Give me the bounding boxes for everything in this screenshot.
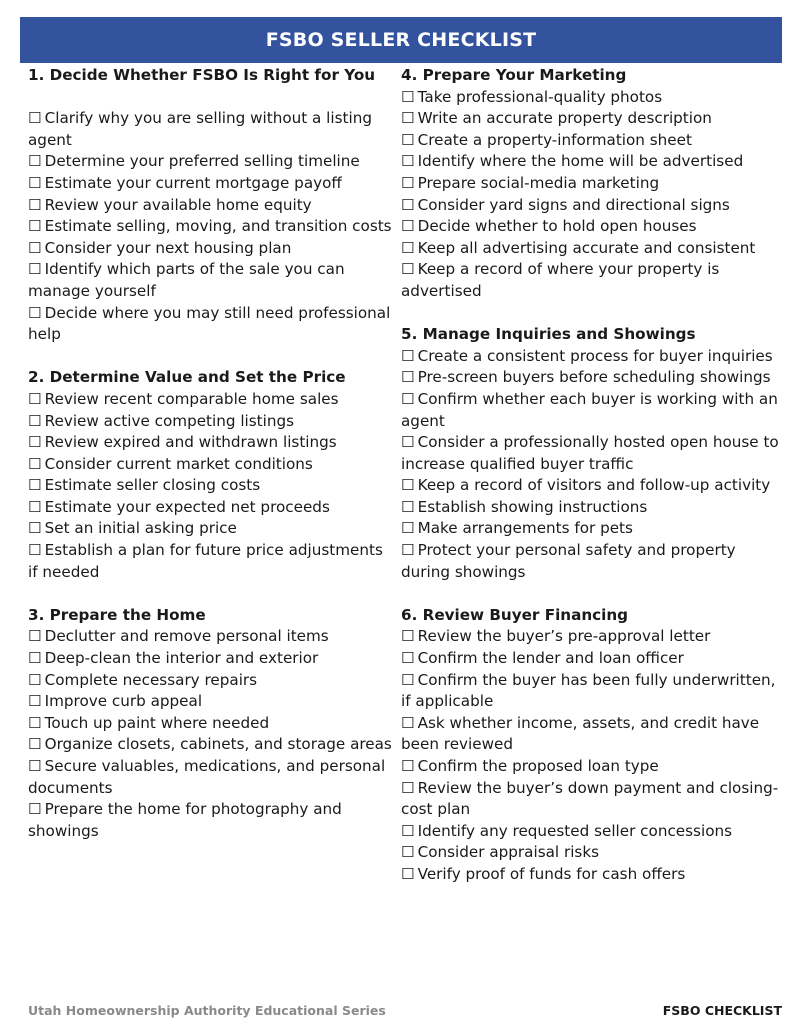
- checkbox-icon[interactable]: ☐: [28, 260, 42, 279]
- checkbox-icon[interactable]: ☐: [401, 195, 415, 214]
- checklist-item-label: Consider current market conditions: [44, 454, 313, 473]
- checkbox-icon[interactable]: ☐: [401, 260, 415, 279]
- checklist-item-label: Write an accurate property description: [417, 109, 712, 128]
- checklist-item-label: Secure valuables, medications, and personal documents: [28, 757, 386, 797]
- checklist-section: [28, 65, 394, 346]
- checklist-item-label: Declutter and remove personal items: [44, 627, 329, 646]
- checklist-item-label: Identify which parts of the sale you can manage yourself: [28, 260, 345, 300]
- checklist-item[interactable]: [28, 173, 394, 195]
- checkbox-icon[interactable]: ☐: [401, 541, 415, 560]
- checkbox-icon[interactable]: ☐: [28, 195, 42, 214]
- checklist-item-label: Confirm the buyer has been fully underwritten, if applicable: [401, 670, 776, 711]
- checklist-item[interactable]: [28, 389, 394, 411]
- checklist-item[interactable]: [401, 497, 781, 519]
- checklist-item-label: Consider a professionally hosted open house to increase qualified buyer traffic: [401, 433, 779, 473]
- checklist-item-label: Review recent comparable home sales: [44, 389, 339, 408]
- checklist-item[interactable]: [401, 821, 781, 843]
- checklist-item-label: Pre-screen buyers before scheduling showings: [417, 368, 771, 387]
- checklist-item-label: Create a consistent process for buyer inquiries: [417, 346, 773, 365]
- checklist-item-label: Prepare social-media marketing: [417, 173, 660, 192]
- checklist-item[interactable]: [401, 713, 781, 756]
- checklist-item-label: Deep-clean the interior and exterior: [44, 649, 319, 668]
- checklist-item-label: Review your available home equity: [44, 195, 312, 214]
- checkbox-icon[interactable]: ☐: [28, 389, 42, 408]
- checklist-item[interactable]: [401, 173, 781, 195]
- checklist-item[interactable]: [28, 216, 394, 238]
- checklist-item-label: Set an initial asking price: [44, 519, 237, 538]
- checklist-item[interactable]: [28, 734, 394, 756]
- checklist-item-label: Keep a record of where your property is advertised: [401, 260, 720, 300]
- checkbox-icon[interactable]: ☐: [401, 497, 415, 516]
- checklist-item[interactable]: [28, 713, 394, 735]
- checklist-item[interactable]: [28, 626, 394, 648]
- checkbox-icon[interactable]: ☐: [28, 303, 42, 322]
- checklist-section: [28, 605, 394, 843]
- checklist-item[interactable]: [28, 259, 394, 302]
- checkbox-icon[interactable]: ☐: [401, 864, 415, 883]
- checklist-item-label: Prepare the home for photography and showings: [28, 800, 342, 840]
- section-title: 2. Determine Value and Set the Price: [28, 368, 346, 387]
- checklist-item-label: Protect your personal safety and property during showings: [401, 541, 736, 581]
- checklist-item-label: Review active competing listings: [44, 411, 295, 430]
- checkbox-icon[interactable]: ☐: [401, 843, 415, 862]
- checklist-item[interactable]: [401, 475, 781, 497]
- checklist-item[interactable]: [401, 216, 781, 238]
- checklist-item-label: Keep a record of visitors and follow-up activity: [417, 476, 771, 495]
- checkbox-icon[interactable]: ☐: [401, 238, 415, 257]
- checklist-item[interactable]: [401, 778, 781, 821]
- section-title: 3. Prepare the Home: [28, 605, 206, 624]
- checklist-item[interactable]: [28, 303, 394, 346]
- footer-checklist-label: FSBO CHECKLIST: [662, 1003, 782, 1018]
- checkbox-icon[interactable]: ☐: [401, 476, 415, 495]
- checkbox-icon[interactable]: ☐: [28, 800, 42, 819]
- checklist-item-label: Review the buyer’s pre-approval letter: [417, 627, 711, 646]
- checkbox-icon[interactable]: ☐: [401, 87, 415, 106]
- checkbox-icon[interactable]: ☐: [28, 109, 42, 128]
- checklist-item-label: Determine your preferred selling timeline: [44, 152, 360, 171]
- checkbox-icon[interactable]: ☐: [401, 649, 415, 668]
- checkbox-icon[interactable]: ☐: [401, 627, 415, 646]
- checkbox-icon[interactable]: ☐: [401, 346, 415, 365]
- checkbox-icon[interactable]: ☐: [28, 238, 42, 257]
- left-column: [28, 65, 394, 864]
- checklist-item-label: Establish showing instructions: [417, 497, 648, 516]
- checklist-item[interactable]: [28, 411, 394, 433]
- checklist-item-label: Estimate your current mortgage payoff: [44, 173, 342, 192]
- checklist-item-label: Keep all advertising accurate and consistent: [417, 238, 756, 257]
- checklist-item[interactable]: [28, 756, 394, 799]
- checklist-item[interactable]: [401, 670, 781, 713]
- checkbox-icon[interactable]: ☐: [401, 713, 415, 732]
- checklist-item[interactable]: [28, 648, 394, 670]
- checklist-item[interactable]: [401, 648, 781, 670]
- section-title: 4. Prepare Your Marketing: [401, 66, 627, 84]
- checklist-item[interactable]: [28, 691, 394, 713]
- checklist-item-label: Establish a plan for future price adjustments if needed: [28, 541, 383, 581]
- checklist-item[interactable]: [28, 670, 394, 692]
- checklist-item-label: Improve curb appeal: [44, 692, 203, 711]
- checklist-item[interactable]: [401, 195, 781, 217]
- checklist-item[interactable]: [401, 432, 781, 475]
- checklist-item[interactable]: [28, 195, 394, 217]
- checkbox-icon[interactable]: ☐: [401, 670, 415, 689]
- checklist-item-label: Make arrangements for pets: [417, 519, 633, 538]
- checklist-item-label: Consider your next housing plan: [44, 238, 292, 257]
- checkbox-icon[interactable]: ☐: [401, 173, 415, 192]
- checklist-item-label: Confirm the lender and loan officer: [417, 649, 684, 668]
- checklist-section: [28, 367, 394, 583]
- checklist-item-label: Identify where the home will be advertised: [417, 152, 744, 171]
- checklist-item[interactable]: [401, 238, 781, 260]
- checkbox-icon[interactable]: ☐: [401, 109, 415, 128]
- checklist-item[interactable]: [28, 108, 394, 151]
- checkbox-icon[interactable]: ☐: [28, 757, 42, 775]
- checklist-item[interactable]: [28, 518, 394, 540]
- checklist-item[interactable]: [401, 626, 781, 648]
- checkbox-icon[interactable]: ☐: [28, 433, 42, 452]
- footer-series-label: Utah Homeownership Authority Educational Series: [28, 1003, 386, 1018]
- page-title: FSBO SELLER CHECKLIST: [265, 29, 537, 51]
- checklist-item[interactable]: [401, 842, 781, 864]
- checkbox-icon[interactable]: ☐: [28, 713, 42, 732]
- checklist-section: [401, 324, 781, 583]
- checklist-item[interactable]: [401, 259, 781, 302]
- checkbox-icon[interactable]: ☐: [401, 519, 415, 538]
- checklist-item[interactable]: [28, 497, 394, 519]
- checklist-item-label: Create a property-information sheet: [417, 130, 692, 149]
- checklist-item[interactable]: [401, 108, 781, 130]
- checklist-item-label: Organize closets, cabinets, and storage areas: [44, 735, 392, 754]
- checkbox-icon[interactable]: ☐: [28, 173, 42, 192]
- checklist-item[interactable]: [401, 756, 781, 778]
- checklist-item-label: Consider appraisal risks: [417, 843, 600, 862]
- checkbox-icon[interactable]: ☐: [28, 152, 42, 171]
- checklist-item[interactable]: [401, 87, 781, 109]
- checkbox-icon[interactable]: ☐: [401, 368, 415, 387]
- checkbox-icon[interactable]: ☐: [28, 519, 42, 538]
- section-title: 5. Manage Inquiries and Showings: [401, 325, 696, 344]
- checklist-item-label: Complete necessary repairs: [44, 670, 258, 689]
- checklist-item[interactable]: [28, 238, 394, 260]
- checklist-item[interactable]: [28, 540, 394, 583]
- checkbox-icon[interactable]: ☐: [28, 649, 42, 668]
- checklist-item-label: Consider yard signs and directional signs: [417, 195, 730, 214]
- checklist-item-label: Estimate seller closing costs: [44, 476, 261, 495]
- checklist-item[interactable]: [401, 518, 781, 540]
- checkbox-icon[interactable]: ☐: [28, 454, 42, 473]
- checkbox-icon[interactable]: ☐: [401, 778, 415, 797]
- checklist-item[interactable]: [28, 475, 394, 497]
- checklist-item-label: Estimate selling, moving, and transition costs: [44, 217, 392, 236]
- checkbox-icon[interactable]: ☐: [401, 389, 415, 408]
- checklist-item-label: Confirm whether each buyer is working with an agent: [401, 389, 778, 430]
- checklist-item[interactable]: [401, 367, 781, 389]
- checklist-item-label: Clarify why you are selling without a listing agent: [28, 109, 372, 149]
- checklist-item-label: Take professional-quality photos: [417, 87, 663, 106]
- checkbox-icon[interactable]: ☐: [401, 217, 415, 236]
- checkbox-icon[interactable]: ☐: [401, 433, 415, 452]
- checklist-item[interactable]: [28, 432, 394, 454]
- checkbox-icon[interactable]: ☐: [28, 670, 42, 689]
- checklist-section: [401, 605, 781, 886]
- checklist-item[interactable]: [28, 151, 394, 173]
- section-title: 1. Decide Whether FSBO Is Right for You: [28, 66, 376, 84]
- checklist-item[interactable]: [401, 540, 781, 583]
- checklist-item[interactable]: [401, 130, 781, 152]
- checklist-item-label: Review the buyer’s down payment and closing-cost plan: [401, 778, 779, 819]
- checkbox-icon[interactable]: ☐: [28, 541, 42, 560]
- header-bar: [20, 17, 782, 63]
- checkbox-icon[interactable]: ☐: [28, 411, 42, 430]
- checklist-item[interactable]: [401, 151, 781, 173]
- checklist-item-label: Decide where you may still need professional help: [28, 303, 391, 344]
- checkbox-icon[interactable]: ☐: [28, 735, 42, 754]
- checkbox-icon[interactable]: ☐: [28, 217, 42, 236]
- checklist-item[interactable]: [401, 864, 781, 886]
- checklist-item-label: Review expired and withdrawn listings: [44, 433, 337, 452]
- checkbox-icon[interactable]: ☐: [401, 757, 415, 775]
- checklist-item-label: Ask whether income, assets, and credit have been reviewed: [401, 713, 760, 754]
- right-column: [401, 65, 781, 907]
- checkbox-icon[interactable]: ☐: [28, 627, 42, 646]
- checklist-item-label: Confirm the proposed loan type: [417, 757, 659, 775]
- checklist-item-label: Estimate your expected net proceeds: [44, 497, 330, 516]
- checklist-item[interactable]: [401, 346, 781, 368]
- checklist-item-label: Verify proof of funds for cash offers: [417, 864, 686, 883]
- checkbox-icon[interactable]: ☐: [28, 692, 42, 711]
- checkbox-icon[interactable]: ☐: [28, 497, 42, 516]
- checklist-item[interactable]: [28, 799, 394, 842]
- checklist-item-label: Decide whether to hold open houses: [417, 217, 697, 236]
- section-title: 6. Review Buyer Financing: [401, 605, 629, 624]
- checkbox-icon[interactable]: ☐: [401, 130, 415, 149]
- checkbox-icon[interactable]: ☐: [401, 152, 415, 171]
- checklist-item[interactable]: [401, 389, 781, 432]
- checklist-item-label: Touch up paint where needed: [44, 713, 270, 732]
- checkbox-icon[interactable]: ☐: [28, 476, 42, 495]
- checklist-section: [401, 65, 781, 303]
- checklist-item-label: Identify any requested seller concessions: [417, 821, 733, 840]
- checklist-item[interactable]: [28, 454, 394, 476]
- checkbox-icon[interactable]: ☐: [401, 821, 415, 840]
